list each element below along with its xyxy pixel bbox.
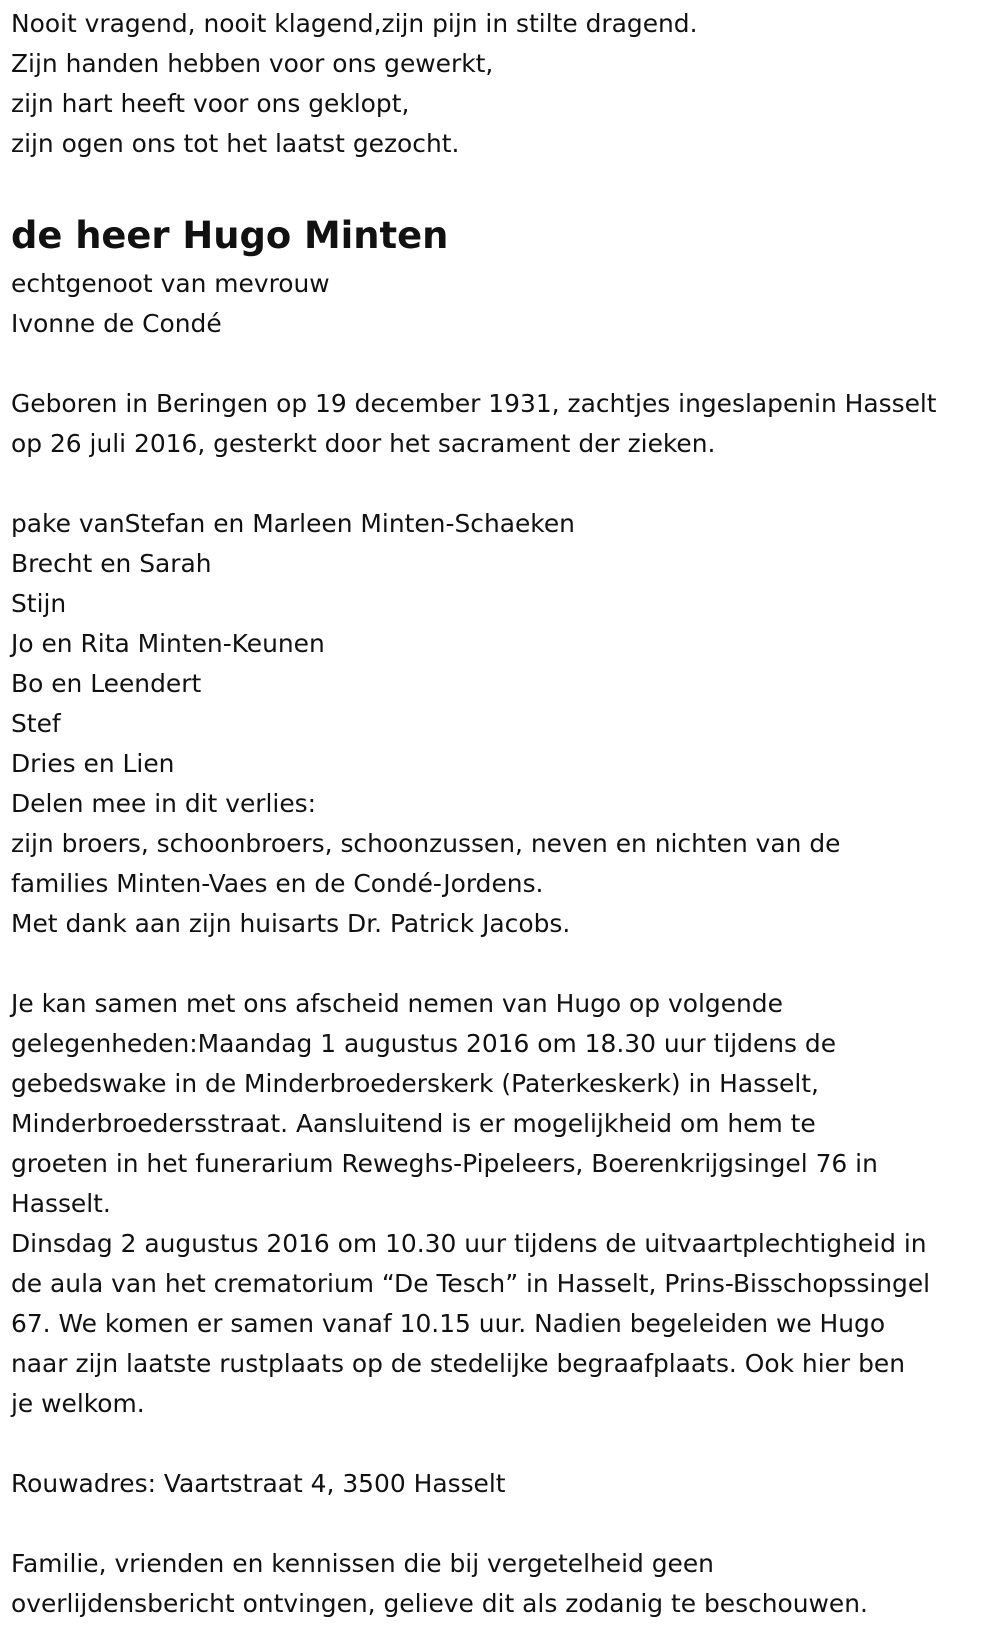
spacer	[11, 1424, 990, 1464]
family-line: Delen mee in dit verlies:	[11, 789, 317, 818]
family-line: Bo en Leendert	[11, 669, 202, 698]
farewell-line: de aula van het crematorium “De Tesch” in Hasselt, Prins-Bisschopssingel	[11, 1269, 931, 1298]
farewell-line: gelegenheden:Maandag 1 augustus 2016 om 18.30 uur tijdens de	[11, 1029, 837, 1058]
spouse-block	[11, 264, 990, 344]
spouse-line: echtgenoot van mevrouw	[11, 269, 330, 298]
closing-block	[11, 1544, 990, 1624]
family-line: Met dank aan zijn huisarts Dr. Patrick Jacobs.	[11, 909, 571, 938]
closing-line: overlijdensbericht ontvingen, gelieve dit als zodanig te beschouwen.	[11, 1589, 868, 1618]
spacer	[11, 1504, 990, 1544]
farewell-line: Je kan samen met ons afscheid nemen van Hugo op volgende	[11, 989, 783, 1018]
family-line: Stef	[11, 709, 61, 738]
closing-line: Familie, vrienden en kennissen die bij vergetelheid geen	[11, 1549, 714, 1578]
spacer	[11, 344, 990, 384]
farewell-line: Dinsdag 2 augustus 2016 om 10.30 uur tijdens de uitvaartplechtigheid in	[11, 1229, 927, 1258]
birth-death-block	[11, 384, 990, 464]
farewell-line: je welkom.	[11, 1389, 145, 1418]
birth-death-line: op 26 juli 2016, gesterkt door het sacrament der zieken.	[11, 429, 716, 458]
poem-line: Zijn handen hebben voor ons gewerkt,	[11, 49, 494, 78]
deceased-name: de heer Hugo Minten	[11, 214, 449, 257]
farewell-block	[11, 984, 990, 1424]
spouse-name: Ivonne de Condé	[11, 309, 222, 338]
spacer	[11, 464, 990, 504]
family-block	[11, 504, 990, 944]
family-line: Dries en Lien	[11, 749, 175, 778]
mourning-address: Rouwadres: Vaartstraat 4, 3500 Hasselt	[11, 1469, 506, 1498]
family-line: Brecht en Sarah	[11, 549, 212, 578]
farewell-line: Hasselt.	[11, 1189, 111, 1218]
spacer	[11, 944, 990, 984]
family-line: zijn broers, schoonbroers, schoonzussen, neven en nichten van de	[11, 829, 841, 858]
farewell-line: 67. We komen er samen vanaf 10.15 uur. Nadien begeleiden we Hugo	[11, 1309, 886, 1338]
family-line: Stijn	[11, 589, 67, 618]
poem-line: Nooit vragend, nooit klagend,zijn pijn in stilte dragend.	[11, 9, 698, 38]
poem-line: zijn hart heeft voor ons geklopt,	[11, 89, 410, 118]
family-line: Jo en Rita Minten-Keunen	[11, 629, 325, 658]
farewell-line: gebedswake in de Minderbroederskerk (Paterkeskerk) in Hasselt,	[11, 1069, 819, 1098]
farewell-line: naar zijn laatste rustplaats op de stedelijke begraafplaats. Ook hier ben	[11, 1349, 905, 1378]
poem-line: zijn ogen ons tot het laatst gezocht.	[11, 129, 460, 158]
farewell-line: groeten in het funerarium Reweghs-Pipeleers, Boerenkrijgsingel 76 in	[11, 1149, 878, 1178]
poem-block	[11, 4, 990, 164]
family-line: families Minten-Vaes en de Condé-Jordens.	[11, 869, 544, 898]
farewell-line: Minderbroedersstraat. Aansluitend is er mogelijkheid om hem te	[11, 1109, 816, 1138]
family-line: pake vanStefan en Marleen Minten-Schaeken	[11, 509, 575, 538]
birth-death-line: Geboren in Beringen op 19 december 1931, zachtjes ingeslapenin Hasselt	[11, 389, 937, 418]
